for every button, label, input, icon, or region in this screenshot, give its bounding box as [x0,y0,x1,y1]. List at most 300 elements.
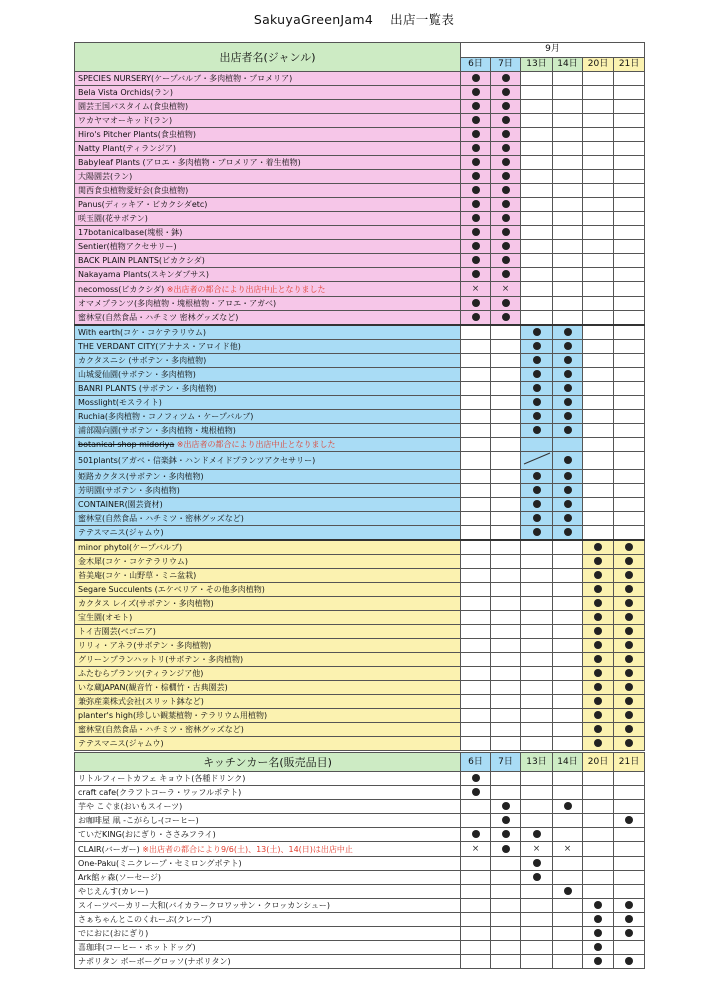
vendor-name [75,737,461,751]
mark-cell [461,737,491,751]
table-row [75,268,645,282]
mark-cell [491,512,521,526]
attendance-dot [472,256,480,264]
vendor-name-text: オマメプランツ(多肉植物・塊根植物・アロエ・アガベ) [78,299,277,308]
mark-cell [583,340,614,354]
vendor-name-text: トイ吉園芸(ベゴニア) [78,627,156,636]
vendor-name [75,226,461,240]
mark-cell [583,212,614,226]
vendor-name-text: でにおに(おにぎり) [78,929,149,938]
vendor-name-text: CONTAINER(園芸資材) [78,500,163,509]
mark-cell [553,226,583,240]
slash-mark [522,452,552,465]
mark-cell [461,170,491,184]
table-row [75,786,645,800]
mark-cell [614,452,645,470]
table-row [75,452,645,470]
table-row [75,800,645,814]
attendance-dot [472,242,480,250]
mark-cell [491,240,521,254]
attendance-dot [625,543,633,551]
mark-cell [491,955,521,969]
attendance-dot [533,873,541,881]
mark-cell [521,128,553,142]
vendor-name [75,282,461,297]
mark-cell [461,842,491,857]
mark-cell [461,212,491,226]
table-row [75,639,645,653]
vendor-name-text: Babyleaf Plants (アロエ・多肉植物・ブロメリア・着生植物) [78,158,301,167]
vendor-name [75,723,461,737]
vendor-name [75,667,461,681]
mark-cell [583,325,614,340]
mark-cell [614,100,645,114]
table-row [75,555,645,569]
cancel-mark: × [563,844,572,854]
mark-cell [461,800,491,814]
attendance-dot [625,957,633,965]
mark-cell [553,800,583,814]
mark-cell [521,86,553,100]
vendor-name [75,354,461,368]
mark-cell [553,128,583,142]
attendance-dot [594,697,602,705]
day-header-3: 13日 [521,57,553,72]
table-row [75,86,645,100]
attendance-dot [594,929,602,937]
mark-cell [521,695,553,709]
mark-cell [461,667,491,681]
mark-cell [553,396,583,410]
mark-cell [521,142,553,156]
mark-cell [583,452,614,470]
vendor-name-text: 咲玉園(花サボテン) [78,214,148,223]
mark-cell [461,424,491,438]
vendor-name-text: グリーンプランハットリ(サボテン・多肉植物) [78,655,244,664]
vendor-name-text: 蜜林堂(自然食品・ハチミツ 密林グッズなど) [78,313,239,322]
mark-cell [553,86,583,100]
mark-cell [521,368,553,382]
vendor-name [75,512,461,526]
mark-cell [491,396,521,410]
mark-cell [521,569,553,583]
vendor-name [75,695,461,709]
mark-cell [583,382,614,396]
vendor-name [75,452,461,470]
mark-cell [461,913,491,927]
attendance-dot [472,102,480,110]
day-header-5: 20日 [583,57,614,72]
mark-cell [553,410,583,424]
mark-cell [614,625,645,639]
mark-cell [491,438,521,452]
mark-cell [553,325,583,340]
vendor-name-text: Natty Plant(ティランジア) [78,144,176,153]
mark-cell [521,842,553,857]
mark-cell [521,470,553,484]
attendance-dot [472,144,480,152]
vendor-name-text: Ark館ヶ森(ソーセージ) [78,873,161,882]
mark-cell [521,410,553,424]
mark-cell [491,470,521,484]
mark-cell [614,828,645,842]
vendor-name [75,639,461,653]
mark-cell [461,470,491,484]
vendor-name [75,899,461,913]
day-header-4: 14日 [553,57,583,72]
mark-cell [553,498,583,512]
mark-cell [583,814,614,828]
vendor-name-text: スイーツベーカリー大和(バイカラークロワッサン・クロッカンシュー) [78,901,331,910]
mark-cell [614,842,645,857]
vendor-table [74,42,645,751]
mark-cell [461,540,491,555]
mark-cell [461,325,491,340]
attendance-dot [472,186,480,194]
vendor-name [75,72,461,86]
mark-cell [521,913,553,927]
attendance-dot [472,116,480,124]
mark-cell [521,681,553,695]
mark-cell [491,709,521,723]
mark-cell [461,857,491,871]
mark-cell [491,885,521,899]
vendor-name [75,941,461,955]
vendor-name-text: カクタス レイズ(サボテン・多肉植物) [78,599,214,608]
mark-cell [491,540,521,555]
attendance-dot [502,74,510,82]
mark-cell [521,723,553,737]
mark-cell [583,86,614,100]
attendance-dot [625,901,633,909]
attendance-dot [594,641,602,649]
mark-cell [614,913,645,927]
vendor-name [75,857,461,871]
mark-cell [583,396,614,410]
table-row [75,354,645,368]
mark-cell [461,786,491,800]
mark-cell [461,681,491,695]
vendor-name-text: 関西食虫植物愛好会(食虫植物) [78,186,189,195]
mark-cell [491,198,521,212]
attendance-dot [533,859,541,867]
mark-cell [521,828,553,842]
attendance-dot [533,426,541,434]
mark-cell [583,100,614,114]
mark-cell [521,625,553,639]
mark-cell [583,114,614,128]
mark-cell [491,913,521,927]
attendance-dot [564,887,572,895]
mark-cell [461,597,491,611]
attendance-dot [502,130,510,138]
mark-cell [614,226,645,240]
table-row [75,772,645,786]
attendance-dot [502,228,510,236]
attendance-dot [472,172,480,180]
mark-cell [491,340,521,354]
vendor-name-text: CLAIR(バーガー) [78,844,140,854]
vendor-name-text: SPECIES NURSERY(ケープバルブ・多肉植物・プロメリア) [78,74,293,83]
attendance-dot [594,571,602,579]
vendor-name [75,871,461,885]
mark-cell [461,723,491,737]
mark-cell [521,772,553,786]
attendance-dot [472,228,480,236]
mark-cell [491,354,521,368]
mark-cell [614,354,645,368]
table-row [75,569,645,583]
vendor-name [75,396,461,410]
attendance-dot [594,655,602,663]
mark-cell [491,667,521,681]
attendance-dot [594,725,602,733]
vendor-name [75,114,461,128]
mark-cell [461,382,491,396]
mark-cell [583,828,614,842]
vendor-name [75,438,461,452]
mark-cell [491,899,521,913]
mark-cell [491,828,521,842]
mark-cell [461,226,491,240]
mark-cell [553,470,583,484]
table-row [75,737,645,751]
mark-cell [491,268,521,282]
attendance-dot [502,313,510,321]
vendor-name-text: BANRI PLANTS (サボテン・多肉植物) [78,384,217,393]
mark-cell [553,114,583,128]
mark-cell [583,639,614,653]
attendance-dot [533,328,541,336]
mark-cell [553,240,583,254]
mark-cell [461,899,491,913]
attendance-dot [625,711,633,719]
attendance-dot [472,158,480,166]
vendor-name [75,540,461,555]
table-row [75,72,645,86]
mark-cell [521,709,553,723]
mark-cell [553,156,583,170]
mark-cell [583,899,614,913]
mark-cell [491,583,521,597]
vendor-name-text: 山城愛仙園(サボテン・多肉植物) [78,370,196,379]
mark-cell [583,240,614,254]
mark-cell [491,625,521,639]
mark-cell [614,498,645,512]
mark-cell [461,871,491,885]
attendance-dot [533,472,541,480]
table-row [75,709,645,723]
table-row [75,814,645,828]
mark-cell [614,198,645,212]
mark-cell [521,282,553,297]
mark-cell [614,814,645,828]
attendance-dot [564,342,572,350]
mark-cell [583,653,614,667]
vendor-name [75,842,461,857]
table-row [75,927,645,941]
mark-cell [583,695,614,709]
mark-cell [461,354,491,368]
mark-cell [553,667,583,681]
attendance-dot [472,313,480,321]
vendor-name [75,772,461,786]
mark-cell [553,268,583,282]
attendance-dot [594,627,602,635]
mark-cell [583,170,614,184]
mark-cell [461,814,491,828]
vendor-name-text: 蜜林堂(自然食品・ハチミツ・密林グッズなど) [78,514,244,523]
mark-cell [583,540,614,555]
attendance-dot [564,528,572,536]
attendance-dot [625,557,633,565]
mark-cell [614,681,645,695]
mark-cell [553,709,583,723]
mark-cell [583,282,614,297]
vendor-name [75,156,461,170]
day-header-6: 21日 [614,753,645,772]
table-row [75,681,645,695]
attendance-dot [502,802,510,810]
mark-cell [491,786,521,800]
mark-cell [553,737,583,751]
mark-cell [491,555,521,569]
vendor-name [75,142,461,156]
vendor-name-text: Segare Succulents (エケベリア・その他多肉植物) [78,585,265,594]
mark-cell [491,857,521,871]
mark-cell [614,737,645,751]
table-row [75,396,645,410]
table-row [75,653,645,667]
table-row [75,885,645,899]
attendance-dot [594,915,602,923]
mark-cell [614,857,645,871]
mark-cell [521,184,553,198]
mark-cell [553,382,583,396]
mark-cell [583,885,614,899]
cancel-note: ※出店者の都合により出店中止となりました [164,284,326,294]
mark-cell [461,452,491,470]
vendor-name [75,681,461,695]
table-row [75,470,645,484]
mark-cell [461,438,491,452]
mark-cell [521,198,553,212]
mark-cell [521,737,553,751]
attendance-dot [625,816,633,824]
table-row [75,484,645,498]
mark-cell [461,128,491,142]
vendor-name-text: ていだKING(おにぎり・ささみフライ) [78,830,216,839]
attendance-dot [533,500,541,508]
vendor-name [75,583,461,597]
mark-cell [553,899,583,913]
mark-cell [491,452,521,470]
mark-cell [553,885,583,899]
mark-cell [614,311,645,326]
mark-cell [553,184,583,198]
attendance-dot [472,270,480,278]
mark-cell [491,382,521,396]
mark-cell [491,72,521,86]
mark-cell [553,170,583,184]
mark-cell [553,913,583,927]
vendor-name-text: Sentier(植物アクセサリー) [78,242,177,251]
mark-cell [461,410,491,424]
vendor-name [75,526,461,541]
mark-cell [491,212,521,226]
day-header-1: 6日 [461,57,491,72]
mark-cell [491,226,521,240]
table-row [75,325,645,340]
day-header-3: 13日 [521,753,553,772]
mark-cell [461,569,491,583]
mark-cell [521,555,553,569]
mark-cell [461,611,491,625]
mark-cell [521,424,553,438]
mark-cell [583,526,614,541]
attendance-dot [625,929,633,937]
attendance-dot [625,571,633,579]
vendor-name-text: 金木犀(コケ・コケテラリウム) [78,557,189,566]
mark-cell [491,569,521,583]
mark-cell [583,583,614,597]
mark-cell [583,927,614,941]
attendance-dot [564,384,572,392]
mark-cell [553,941,583,955]
attendance-dot [502,186,510,194]
mark-cell [461,695,491,709]
attendance-dot [564,486,572,494]
table-row [75,368,645,382]
attendance-dot [502,116,510,124]
mark-cell [614,583,645,597]
attendance-dot [625,627,633,635]
vendor-name [75,198,461,212]
mark-cell [614,184,645,198]
mark-cell [614,871,645,885]
mark-cell [491,927,521,941]
attendance-dot [502,845,510,853]
mark-cell [521,340,553,354]
mark-cell [583,354,614,368]
vendor-name-text: リリィ・アネラ(サボテン・多肉植物) [78,641,212,650]
vendor-name-text: さぁちゃんとこのくれーぷ(クレープ) [78,915,212,924]
table-row [75,128,645,142]
mark-cell [521,871,553,885]
mark-cell [521,297,553,311]
mark-cell [491,311,521,326]
vendor-name [75,311,461,326]
attendance-dot [594,599,602,607]
mark-cell [491,695,521,709]
mark-cell [583,368,614,382]
mark-cell [461,268,491,282]
mark-cell [583,72,614,86]
table-row [75,226,645,240]
mark-cell [491,611,521,625]
mark-cell [553,927,583,941]
attendance-dot [533,528,541,536]
vendor-name [75,470,461,484]
attendance-dot [594,711,602,719]
mark-cell [461,100,491,114]
vendor-name-text: お咖啡屋 凧 -こがらし-(コーヒー) [78,816,199,825]
table-row [75,297,645,311]
mark-cell [583,142,614,156]
mark-cell [614,540,645,555]
mark-cell [553,814,583,828]
kitchen-table [74,752,645,969]
